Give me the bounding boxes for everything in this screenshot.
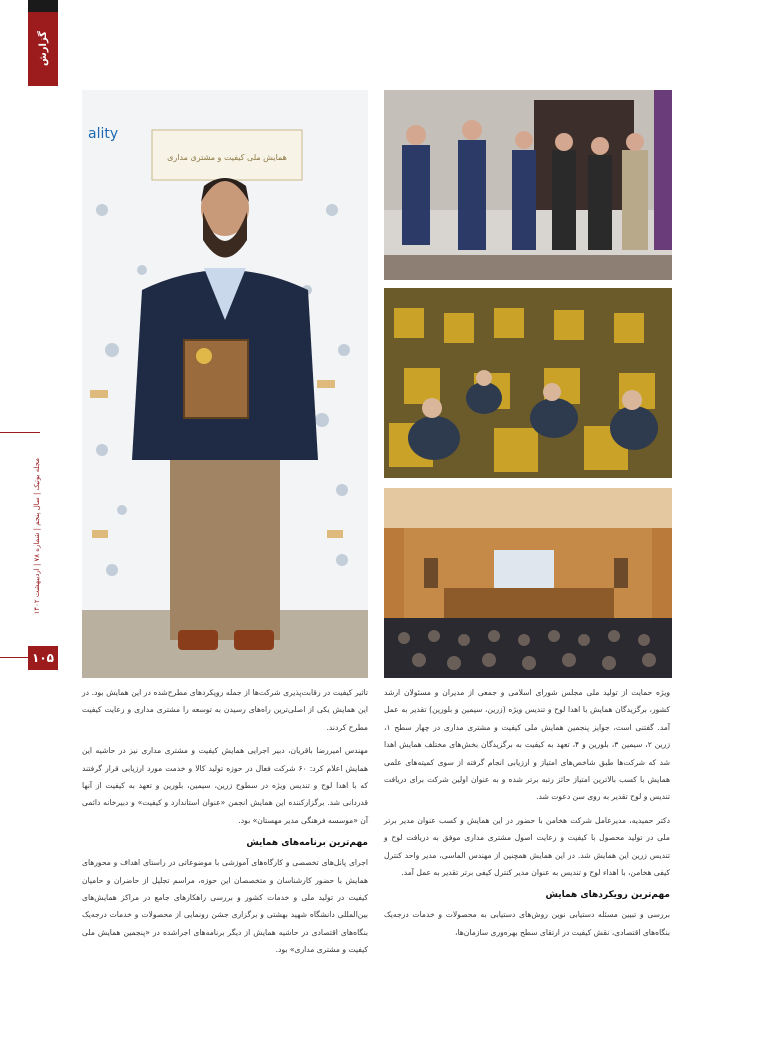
side-caption — [28, 432, 46, 640]
photo-main-portrait — [82, 90, 368, 678]
article-paragraph: مهندس امیررضا باقریان، دبیر اجرایی همایش کیفیت و مشتری مداری نیز در حاشیه این همایش اعلام کرد: ۶۰ شرکت فعال در حوزه تولید کالا و خدمت مورد ارزیابی قرار گرفتند که با اهدا لوح و تندیس ویژه در سطوح زرین، سیمین، بلورین و تعهد به کیفیت از آنها قدردانی شد. برگزارکننده این همایش انجمن «عنوان استاندارد و کیفیت» و دبیرخانه دائمی آن «موسسه فرهنگی مدیر مهستان» بود. — [82, 746, 368, 825]
page-number: ۱۰۵ — [28, 646, 58, 670]
section-heading: مهم‌ترین رویکردهای همایش — [545, 890, 670, 901]
section-heading: مهم‌ترین برنامه‌های همایش — [246, 838, 368, 849]
banner-text: ality — [88, 126, 119, 142]
photo-stage-group — [384, 90, 672, 280]
side-caption-text: مجله بوتیک | سال پنجم | شماره ۷۸ | اردیبهشت ۱۴۰۲ — [33, 457, 41, 615]
article-paragraph: تاثیر کیفیت در رقابت‌پذیری شرکت‌ها از جمله رویکردهای مطرح‌شده در این همایش بود. در این همایش یکی از اصلی‌ترین راه‌های رسیدن به توسعه را مشتری مداری و رعایت کیفیت مطرح کردند. — [82, 688, 368, 732]
photo-auditorium — [384, 488, 672, 678]
article-column-right — [384, 684, 670, 947]
article-paragraph: بررسی و تبیین مسئله دستیابی نوین روش‌های دستیابی به محصولات و خدمات درجه‌یک بنگاه‌های اقتصادی، نقش کیفیت در ارتقای سطح بهره‌وری سازمان‌ها، — [384, 910, 670, 937]
page-number-rule — [0, 657, 28, 658]
article-paragraph: ویژه حمایت از تولید ملی مجلس شورای اسلامی و جمعی از مدیران و مسئولان ارشد کشور، برگزیدگان همایش با اهدا لوح و تندیس ویژه (زرین، سیمین و بلورین) تقدیر به عمل آمد. گفتنی است، جوایز پنجمین همایش ملی کیفیت و مشتری مداری در چهار سطح ۱، زرین ۲، سیمین ۳، بلورین و ۴، تعهد به کیفیت به برگزیدگان بخش‌های مختلف همایش اهدا شد که شرکت‌ها طبق شاخص‌های امتیاز و ارزیابی انجام گرفته از سوی کمیته‌های علمی همایش با کسب بالاترین امتیاز حائز رتبه برتر شده و به عنوان اولین شرکت برای دریافت تندیس و لوح تقدیر به روی سن دعوت شد. — [384, 688, 670, 802]
section-tab — [28, 0, 58, 86]
article-column-left — [82, 684, 368, 965]
section-tab-label: گزارش — [37, 31, 49, 67]
article-paragraph: اجرای پانل‌های تخصصی و کارگاه‌های آموزشی با موضوعاتی در راستای اهداف و محورهای همایش با حضور کارشناسان و متخصصان این حوزه، مراسم تجلیل از حاضران و حامیان کیفیت در تولید ملی و خدمات کشور و بررسی راهکارهای جامع در مراکز همایش‌های بین‌المللی دانشگاه شهید بهشتی و برگزاری جشن رونمایی از محصولات و خدمات درجه‌یک بنگاه‌های اقتصادی در حاشیه همایش از دیگر برنامه‌های اجراشده در «پنجمین همایش ملی کیفیت و مشتری مداری» بود. — [82, 858, 368, 955]
article-paragraph: دکتر حمیدیه، مدیرعامل شرکت هخامن با حضور در این همایش و کسب عنوان مدیر برتر ملی در تولید محصول با کیفیت و رعایت اصول مشتری مداری موفق به دریافت لوح و تندیس زرین این همایش شد. در این همایش همچنین از مهندس الماسی، مدیر واحد کنترل کیفی هخامن، با اهداء لوح و تندیس به عنوان مدیر کنترل کیفی برتر تقدیر به عمل آمد. — [384, 815, 670, 878]
plaque-banner-text: همایش ملی کیفیت و مشتری مداری — [167, 153, 287, 162]
photo-audience — [384, 288, 672, 478]
